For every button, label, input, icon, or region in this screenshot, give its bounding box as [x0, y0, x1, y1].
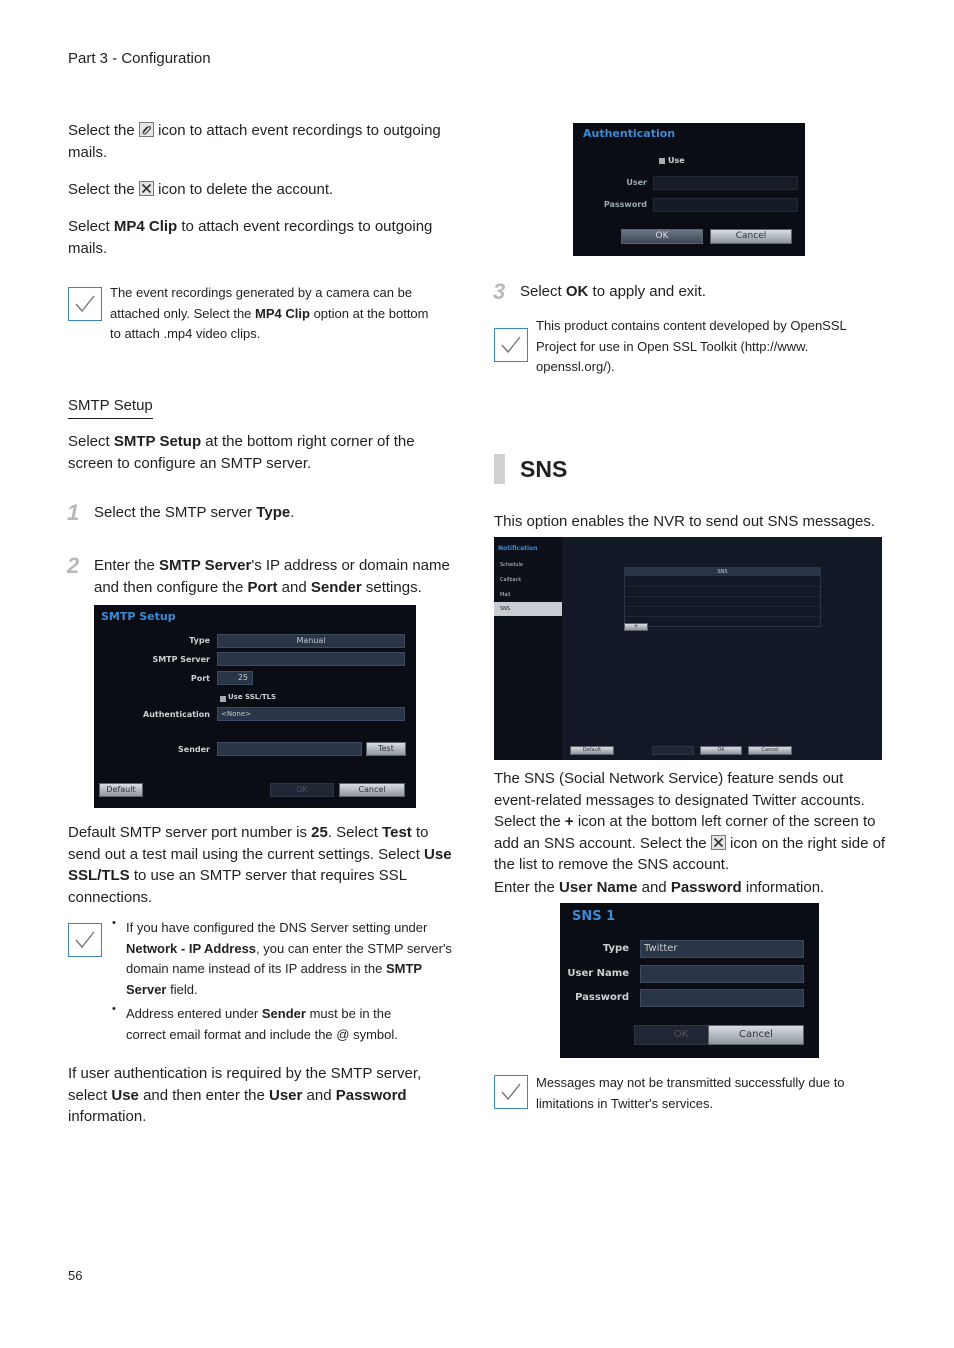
port-a: Default SMTP server port number is [68, 824, 307, 841]
notification-menu [494, 537, 562, 760]
sns-p1b: + [564, 813, 574, 830]
heading-bar [494, 454, 505, 484]
delete-x-icon [139, 181, 154, 196]
delete-pre: Select the [68, 181, 135, 198]
authentication-label: Authentication [143, 710, 210, 719]
cancel-button[interactable]: Cancel [339, 783, 405, 797]
auth-d: and [306, 1086, 332, 1104]
ok-button[interactable]: OK [700, 746, 742, 755]
user-name-label: User Name [567, 968, 629, 979]
note2-2c: must be in the correct email format and include the @ symbol. [126, 1006, 398, 1042]
sns-p1c: icon at the bottom left corner of the screen to add an SNS account. Select the [494, 813, 876, 852]
smtp-screen-title: SMTP Setup [101, 610, 176, 623]
sns-p1d: icon on the right side of the list to remove the SNS account. [494, 834, 886, 873]
step3-post: to apply and exit. [592, 283, 706, 300]
port-value: 25 [237, 673, 248, 682]
step1-post: . [290, 504, 295, 521]
smtp-heading-text: SMTP Setup [68, 397, 153, 419]
list-row [625, 606, 820, 607]
note2-1d: SMTP Server [126, 961, 422, 997]
step-number: 2 [67, 553, 80, 578]
note2-1e: field. [170, 981, 198, 997]
auth-b3: Password [335, 1086, 407, 1104]
note1-b: option at the bottom to attach .mp4 video clips. [110, 305, 429, 341]
type-label: Type [602, 943, 629, 954]
list-row [625, 596, 820, 597]
use-checkbox[interactable] [659, 158, 665, 164]
authentication-select[interactable] [217, 707, 405, 721]
sns-p2b2: Password [670, 879, 742, 896]
step2-c: 's IP address or domain name and then configure the [94, 557, 450, 596]
mp4-pre: Select [68, 218, 110, 235]
user-label: User [626, 178, 647, 187]
port-b1: 25 [311, 824, 328, 841]
menu-item-sns-label: SNS [500, 606, 511, 612]
type-value: Manual [296, 636, 326, 645]
port-d: to send out a test mail using the current settings. Select [68, 824, 429, 863]
step1-bold: Type [256, 504, 291, 521]
smtp-bold: SMTP Setup [113, 433, 202, 450]
attach-post: icon to attach event recordings to outgoing mails. [68, 122, 441, 161]
ssl-checkbox[interactable] [220, 696, 226, 702]
sns-intro: This option enables the NVR to send out SNS messages. [494, 513, 876, 530]
auth-c: and then enter the [143, 1086, 265, 1104]
use-label: Use [668, 156, 685, 165]
attach-pre: Select the [68, 122, 135, 139]
ok-button[interactable]: OK [621, 229, 703, 244]
auth-paragraph [68, 1063, 448, 1128]
sns-list [624, 567, 821, 627]
auth-e: information. [68, 1108, 147, 1125]
attach-paragraph [68, 120, 458, 163]
delete-paragraph [68, 179, 458, 201]
smtp-intro [68, 431, 458, 474]
note-sender [126, 1004, 426, 1045]
port-paragraph [68, 822, 463, 908]
sender-input[interactable] [217, 742, 362, 756]
port-label: Port [190, 674, 210, 683]
sns-account-screen [560, 903, 819, 1058]
list-row [625, 586, 820, 587]
smtp-server-input[interactable] [217, 652, 405, 666]
delete-post: icon to delete the account. [158, 181, 334, 198]
note1-bold: MP4 Clip [255, 305, 310, 321]
smtp-pre: Select [68, 433, 110, 450]
password-input[interactable] [653, 198, 798, 212]
note-check-icon [494, 328, 528, 362]
user-input[interactable] [653, 176, 798, 190]
header-part: Part 3 - Configuration [68, 50, 211, 67]
auth-screen-title: Authentication [583, 127, 676, 140]
step-number: 1 [67, 500, 80, 525]
sns-heading: SNS [520, 456, 568, 482]
port-b3: Use SSL/TLS [68, 845, 452, 884]
add-sns-button[interactable]: + [624, 623, 648, 631]
smtp-setup-heading [68, 395, 153, 417]
auth-b2: User [269, 1086, 303, 1104]
bullet: • [112, 1003, 116, 1015]
step2-b2: Port [247, 578, 278, 596]
menu-item-schedule[interactable]: Schedule [500, 562, 523, 568]
type-value: Twitter [644, 943, 678, 954]
disabled-button [652, 746, 694, 755]
attach-icon [139, 122, 154, 137]
type-select[interactable] [640, 940, 804, 958]
smtp-post: at the bottom right corner of the screen to configure an SMTP server. [68, 433, 415, 472]
notification-screen [494, 537, 882, 760]
sns-p2c: and [641, 879, 667, 896]
sns-p2a: Enter the [494, 879, 555, 896]
ok-button[interactable]: OK [634, 1025, 728, 1045]
step1-pre: Select the SMTP server [94, 504, 253, 521]
sns-enter-paragraph [494, 877, 886, 899]
step2-b3: Sender [310, 578, 362, 596]
bullet: • [112, 917, 116, 929]
mp4-bold: MP4 Clip [113, 218, 178, 235]
sns-paragraph [494, 768, 886, 876]
note-dns [126, 918, 456, 1000]
menu-item-callback[interactable]: Callback [500, 577, 522, 583]
step2-a: Enter the [94, 557, 155, 574]
port-stepper[interactable] [217, 671, 253, 685]
note-openssl: This product contains content developed by OpenSSL Project for use in Open SSL Toolkit (http://www. openssl.org/). [536, 318, 847, 374]
page-number: 56 [68, 1268, 83, 1283]
sns-list-header: SNS [625, 568, 820, 576]
cancel-button[interactable]: Cancel [710, 229, 792, 244]
ssl-label: Use SSL/TLS [228, 693, 277, 701]
default-button[interactable]: Default [570, 746, 614, 755]
password-label: Password [603, 200, 647, 209]
note-check-icon [68, 923, 102, 957]
note2-2b: Sender [261, 1006, 306, 1021]
password-input[interactable] [640, 989, 804, 1007]
sender-label: Sender [178, 745, 210, 754]
menu-item-sns-selected[interactable] [494, 602, 562, 616]
type-select[interactable] [217, 634, 405, 648]
step2-e: settings. [365, 578, 422, 596]
note2-1a: If you have configured the DNS Server setting under [126, 920, 428, 935]
step2-text [94, 555, 464, 598]
mp4-post: to attach event recordings to outgoing mails. [68, 218, 433, 257]
note2-1c: , you can enter the STMP server's domain name instead of its IP address in the [126, 940, 452, 976]
port-e: to use an SMTP server that requires SSL connections. [68, 867, 407, 906]
sns-p2b1: User Name [559, 879, 638, 896]
port-c: . Select [327, 824, 378, 841]
cancel-button[interactable]: Cancel [748, 746, 792, 755]
note-mp4 [110, 283, 440, 345]
step2-b1: SMTP Server [159, 557, 252, 574]
step2-d: and [281, 578, 307, 596]
delete-x-icon [711, 835, 726, 850]
auth-value: <None> [221, 710, 251, 718]
smtp-setup-screen [94, 605, 416, 808]
note2-1b: Network - IP Address [126, 940, 257, 956]
smtp-server-label: SMTP Server [152, 655, 210, 664]
sns-p1a: The SNS (Social Network Service) feature sends out event-related messages to designated Twitter accounts. Select the [494, 770, 865, 830]
ok-button[interactable]: OK [270, 783, 334, 797]
mp4-paragraph [68, 216, 458, 259]
step-number: 3 [493, 279, 506, 304]
note-check-icon [68, 287, 102, 321]
test-button[interactable]: Test [366, 742, 406, 756]
step3-pre: Select [520, 283, 562, 300]
notification-menu-title: Notification [498, 545, 538, 552]
sns-screen-title: SNS 1 [572, 909, 616, 924]
authentication-screen [573, 123, 805, 256]
cancel-button[interactable]: Cancel [708, 1025, 804, 1045]
auth-a: If user authentication is required by the SMTP server, select [68, 1065, 422, 1104]
auth-b1: Use [111, 1086, 139, 1104]
list-row [625, 616, 820, 617]
password-label: Password [575, 992, 629, 1003]
note-twitter: Messages may not be transmitted successfully due to limitations in Twitter's services. [536, 1075, 845, 1111]
sns-p2d: information. [745, 879, 825, 896]
port-b2: Test [382, 824, 412, 841]
note1-a: The event recordings generated by a camera can be attached only. Select the [110, 285, 413, 321]
note2-2a: Address entered under [126, 1006, 259, 1021]
default-button[interactable]: Default [99, 783, 143, 797]
step3-text [520, 281, 890, 303]
step3-bold: OK [565, 283, 589, 300]
type-label: Type [189, 636, 210, 645]
step1-text [94, 502, 464, 524]
note-check-icon [494, 1075, 528, 1109]
user-name-input[interactable] [640, 965, 804, 983]
menu-item-mail[interactable]: Mail [500, 592, 511, 598]
